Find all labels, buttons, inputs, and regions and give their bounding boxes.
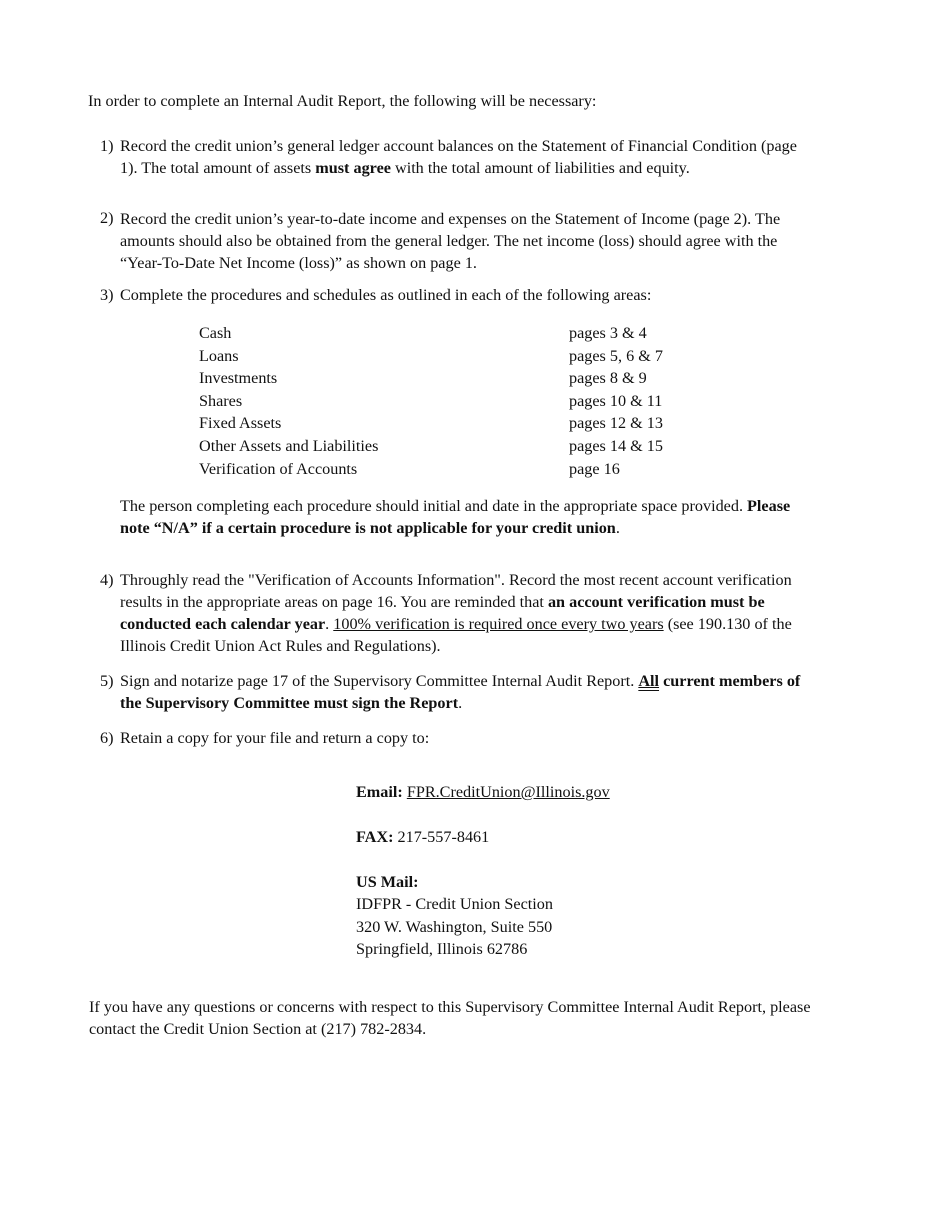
item-6-number: 6) <box>100 729 114 747</box>
mail-label: US Mail: <box>356 873 419 891</box>
area-name: Cash <box>199 324 232 342</box>
procedure-note-line-1: The person completing each procedure should initial and date in the appropriate space provided. Please <box>120 497 791 515</box>
area-pages: page 16 <box>569 460 620 478</box>
fax-line <box>356 826 489 848</box>
email-link[interactable]: FPR.CreditUnion@Illinois.gov <box>406 783 610 801</box>
area-name: Verification of Accounts <box>199 460 358 478</box>
item-4-line-3: conducted each calendar year. 100% verification is required once every two years (see 190.130 of the <box>120 615 792 633</box>
area-pages: pages 14 & 15 <box>569 437 663 455</box>
area-name: Fixed Assets <box>199 414 282 432</box>
item-4-line-1: Throughly read the "Verification of Accounts Information". Record the most recent account verification <box>120 571 792 589</box>
address-line-2: 320 W. Washington, Suite 550 <box>356 918 553 936</box>
item-6-line-1: Retain a copy for your file and return a copy to: <box>120 729 430 747</box>
closing-line-1: If you have any questions or concerns with respect to this Supervisory Committee Internal Audit Report, please <box>89 998 811 1016</box>
fax-label: FAX: <box>356 828 394 846</box>
item-1-line-1: Record the credit union’s general ledger account balances on the Statement of Financial Condition (page <box>120 137 797 155</box>
area-pages: pages 12 & 13 <box>569 414 663 432</box>
item-5-line-1: Sign and notarize page 17 of the Supervisory Committee Internal Audit Report. All current members of <box>120 672 801 690</box>
item-4-line-2: results in the appropriate areas on page 16. You are reminded that an account verification must be <box>120 593 765 611</box>
item-4-line-4: Illinois Credit Union Act Rules and Regulations). <box>120 637 441 655</box>
area-pages: pages 10 & 11 <box>569 392 663 410</box>
item-5-number: 5) <box>100 672 114 690</box>
item-2-line-2: amounts should also be obtained from the general ledger. The net income (loss) should agree with the <box>120 232 778 250</box>
area-pages: pages 3 & 4 <box>569 324 647 342</box>
item-2-line-1: Record the credit union’s year-to-date income and expenses on the Statement of Income (page 2). The <box>120 210 781 228</box>
fax-number: 217-557-8461 <box>393 828 490 846</box>
area-name: Investments <box>199 369 278 387</box>
area-pages: pages 5, 6 & 7 <box>569 347 663 365</box>
intro-text: In order to complete an Internal Audit Report, the following will be necessary: <box>88 92 597 110</box>
email-line <box>356 781 610 803</box>
item-2-number: 2) <box>100 209 114 227</box>
item-3-line-1: Complete the procedures and schedules as outlined in each of the following areas: <box>120 286 652 304</box>
procedure-note-line-2: note “N/A” if a certain procedure is not applicable for your credit union. <box>120 519 620 537</box>
email-label: Email: <box>356 783 403 801</box>
item-2-line-3: “Year-To-Date Net Income (loss)” as shown on page 1. <box>120 254 477 272</box>
item-1-line-2: 1). The total amount of assets must agree with the total amount of liabilities and equity. <box>120 159 690 177</box>
item-3-number: 3) <box>100 286 114 304</box>
address-line-3: Springfield, Illinois 62786 <box>356 940 528 958</box>
item-4-number: 4) <box>100 571 114 589</box>
area-name: Shares <box>199 392 243 410</box>
closing-line-2: contact the Credit Union Section at (217) 782-2834. <box>89 1020 427 1038</box>
item-1-number: 1) <box>100 137 114 155</box>
item-5-line-2: the Supervisory Committee must sign the Report. <box>120 694 463 712</box>
area-pages: pages 8 & 9 <box>569 369 647 387</box>
area-name: Other Assets and Liabilities <box>199 437 379 455</box>
area-name: Loans <box>199 347 239 365</box>
address-line-1: IDFPR - Credit Union Section <box>356 895 553 913</box>
